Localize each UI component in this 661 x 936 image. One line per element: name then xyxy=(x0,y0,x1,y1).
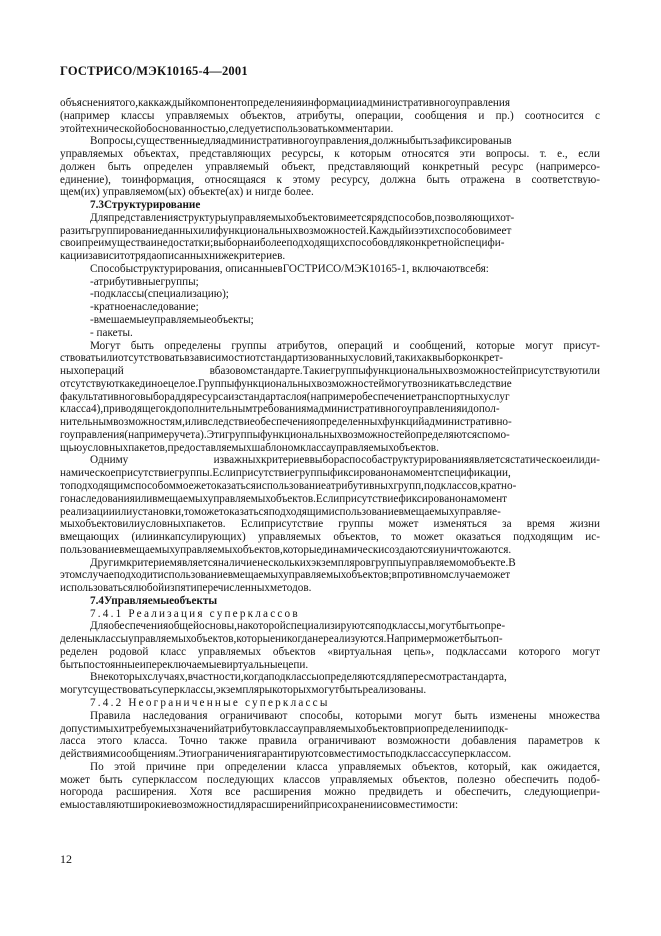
text-line: этомслучаеподходитиспользованиевмещаемыхуправляемыхобъектов;впротивномслучаеможет xyxy=(60,569,511,582)
text-line: реализацииилиустановки,томожетоказатьсяподходящимиспользованиевмещаемыхуправляе- xyxy=(60,505,501,518)
text-line: может быть суперклассом последующих классов управляемых объектов, полезно обеспечить подоб- xyxy=(60,773,600,786)
text-line: ределен родовой класс управляемых объектов «виртуальная цепь», подклассами которого могут xyxy=(60,645,600,658)
text-line: 7.4Управляемыеобъекты xyxy=(90,594,218,607)
text-line: Дляобеспеченияобщейосновы,накоторойспециализируютсяподклассы,могутбытьопре- xyxy=(90,620,506,633)
text-line: управляемых объектах, представляющих ресурсы, к которым относятся эти вопросы. т. е., если xyxy=(60,148,600,161)
text-line: могутсуществоватьсуперклассы,экземплярыкоторыхмогутбытьреализованы. xyxy=(60,684,427,697)
text-line: объяснениятого,каккаждыйкомпонентопределенияинформацииадминистративногоуправления xyxy=(60,97,511,109)
text-line: отсутствуюткакединоецелое.Группыфункциональныхвозможностеймогутвозникатьвследствие xyxy=(60,377,512,390)
text-line: ныхопераций вбазовомстандарте.Такиегруппыфункциональныхвозможностейприсутствуютили xyxy=(60,365,600,378)
text-line: - пакеты. xyxy=(90,326,133,339)
text-line: Одниму изважныхкритериеввыбораспособаструктурированияявляетсястатическоеилиди- xyxy=(90,454,600,467)
text-line: разитьгруппированиеданныхилифункциональныхвозможностей.Каждыйизэтихспособовимеет xyxy=(60,224,512,237)
text-line: емыоставляютширокиевозможностидлярасширенийприсохранениисовместимости: xyxy=(60,799,459,812)
text-line: Другимкритериемявляетсяналичиенесколькихэкземпляровгруппыуправляемомобъекте.В xyxy=(90,556,516,569)
text-line: (например классы управляемых объектов, атрибуты, операции, сообщения и пр.) соотносится с xyxy=(60,109,600,122)
text-line: факультативноговыбораддяресурсаизстандартаслоя(напримеробеспечениетранспортныхуслуг xyxy=(60,390,510,403)
text-line: -кратноенаследование; xyxy=(90,301,199,314)
text-line: нительнымвозможностям,иливследствиеобеспеченияопределенныхфункцийадминистративно- xyxy=(60,416,512,429)
text-line: топодходящимспособоммоежетоказатьсяиспользованиеатрибутивныхгрупп,подклассов,кратно- xyxy=(60,479,517,492)
text-line: ласса этого класса. Точно также правила ограничивают возможности добавления параметров к xyxy=(60,735,600,748)
text-line: деленыклассыуправляемыхобъектов,которыеникогданереализуются.Напримерможетбытьоп- xyxy=(60,633,503,646)
standard-header: ГОСТРИСО/МЭК10165-4—2001 xyxy=(60,64,248,78)
text-line: По этой причине при определении класса управляемых объектов, который, как ожидается, xyxy=(90,760,600,773)
text-line: вмещающих (илиинкапсулирующих) управляемых объектов, то может оказаться подходящим ис- xyxy=(60,531,600,544)
text-line: гонаследованияиливмещаемыхуправляемыхобъектов.Еслиприсутствиефиксированонамомент xyxy=(60,492,508,505)
text-line: -подклассы(специализацию); xyxy=(90,288,229,301)
text-line: пользованиевмещаемыхуправляемыхобъектов,которыединамическисоздаютсяиуничтожаются. xyxy=(60,543,512,556)
text-line: этойтехническойобоснованностью,следуетиспользоватькомментарии. xyxy=(60,122,394,135)
text-line: щьюусловныхпакетов,предоставляемыхшаблономклассауправляемыхобъектов. xyxy=(60,441,439,454)
page-number: 12 xyxy=(60,852,72,866)
text-line: -атрибутивныегруппы; xyxy=(90,275,199,288)
text-line: должен быть определен управляемый объект, представляющий конкретный ресурс (напримерсо- xyxy=(60,160,600,173)
text-line: Могут быть определены группы атрибутов, операций и сообщений, которые могут присут- xyxy=(90,339,600,352)
text-line: мыхобъектовилиусловныхпакетов. Еслиприсутствие группы может изменяться за время жизни xyxy=(60,518,600,531)
text-line: кациизависитотрядаописанныхнижекритериев. xyxy=(60,250,286,263)
text-line: Вопросы,существенныедляадминистративногоуправления,должныбытьзафиксированыв xyxy=(90,135,512,148)
text-line: бытьпостоянныеипереключаемыевиртуальныецепи. xyxy=(60,658,309,671)
text-line: Дляпредставленияструктурыуправляемыхобъектовимеетсярядспособов,позволяющихот- xyxy=(90,211,515,224)
text-line: использоватьсялюбойизпятиперечисленныхметодов. xyxy=(60,582,312,595)
text-line: Внекоторыхслучаях,вчастности,когдаподклассыопределяютсядляпересмотрастандарта, xyxy=(90,671,507,684)
text-line: ствоватьилиотсутствоватьвзависимостиотстандартизованныхусловий,такихаквыборконкрет- xyxy=(60,352,503,365)
text-line: -вмешаемыеуправляемыеобъекты; xyxy=(90,314,254,327)
text-line: 7.3Структурирование xyxy=(90,199,201,212)
document-body xyxy=(60,97,600,812)
text-line: Правила наследования ограничивают способы, которыми могут быть изменены множества xyxy=(90,709,600,722)
text-line: класса4),приводящегокдополнительнымтребованиямадминистративногоуправленияидопол- xyxy=(60,403,500,416)
text-line: намическоеприсутствиегруппы.Еслиприсутствиегруппыфиксированонамоментспецификации, xyxy=(60,467,511,480)
text-line: Способыструктурирования, описанныевГОСТРИСО/МЭК10165-1, включаютвсебя: xyxy=(90,262,489,275)
text-line: гоуправления(напримеручета).Этигруппыфункциональныхвозможностейопределяютсяспомо- xyxy=(60,428,510,441)
text-line: допустимыхитребуемыхзначенийатрибутовклассауправляемыхобъектовприопределенииподк- xyxy=(60,722,509,735)
text-line: щем(их) управляемом(ых) объекте(ах) и нигде более. xyxy=(60,186,314,199)
text-line: ногорода расширения. Хотя все расширения можно предвидеть и обеспечить, следующиепри- xyxy=(60,786,600,799)
text-line: единение), тоинформация, относящаяся к этому ресурсу, должна быть отражена в соответствую- xyxy=(60,173,600,186)
text-line: действиямисообщениям.Этиограничениягарантируютсовместимостьподклассассуперклассом. xyxy=(60,748,512,761)
text-line: 7.4.2 Неограниченные суперклассы xyxy=(90,696,330,709)
text-line: своипреимуществаинедостатки;выборнаиболееподходящихспособовдляконкретнойспецифи- xyxy=(60,237,505,250)
text-line: 7.4.1 Реализация суперклассов xyxy=(90,607,300,620)
